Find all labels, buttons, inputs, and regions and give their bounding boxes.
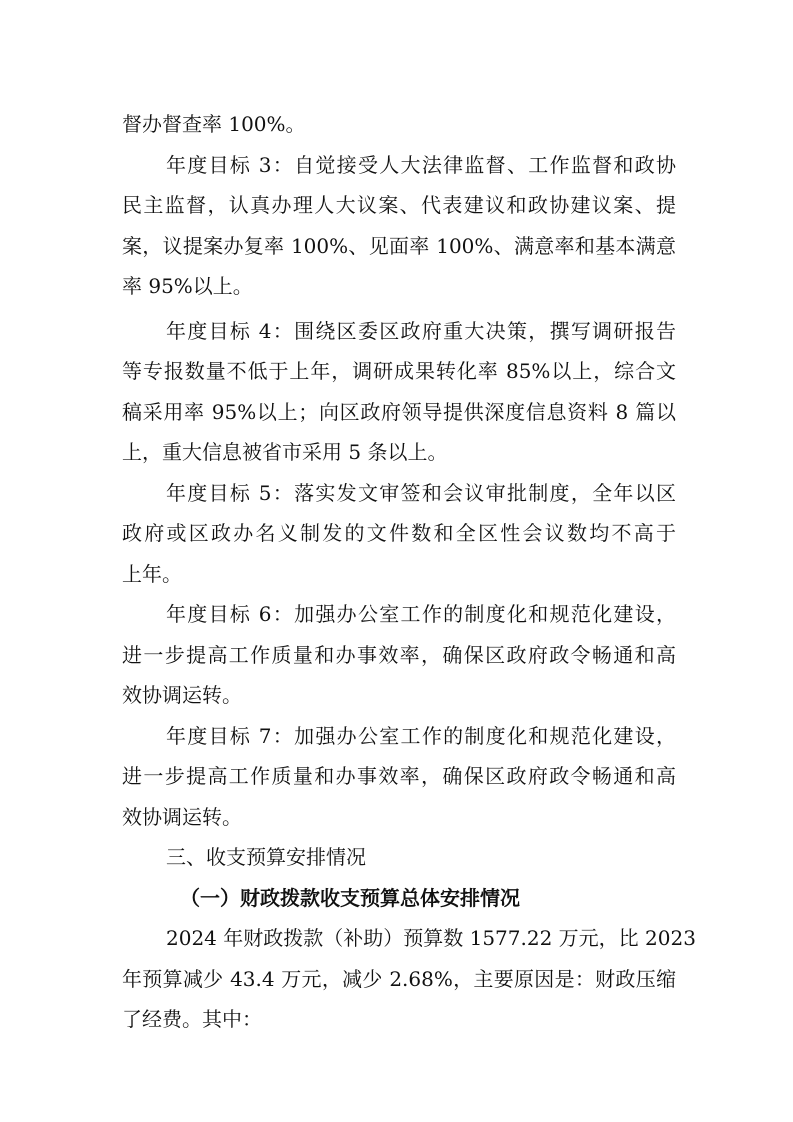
text-line: 了经费。其中： (122, 1007, 262, 1031)
text-line: 年度目标 7：加强办公室工作的制度化和规范化建设， (166, 723, 676, 748)
text-line: 稿采用率 95%以上；向区政府领导提供深度信息资料 8 篇以 (122, 399, 676, 424)
text-line: 上年。 (122, 561, 182, 586)
text-line: 年预算减少 43.4 万元，减少 2.68%，主要原因是：财政压缩 (122, 966, 676, 991)
text-line: 率 95%以上。 (122, 274, 253, 298)
section-heading: 三、收支预算安排情况 (166, 845, 366, 869)
text-line: 年度目标 6：加强办公室工作的制度化和规范化建设， (166, 602, 676, 626)
text-line: 效协调运转。 (122, 804, 242, 829)
document-body (122, 104, 696, 1040)
text-line: 2024 年财政拨款（补助）预算数 1577.22 万元，比 2023 (166, 926, 696, 950)
text-line: 案，议提案办复率 100%、见面率 100%、满意率和基本满意 (122, 233, 676, 258)
text-line: 督办督查率 100%。 (122, 112, 306, 136)
text-line: 年度目标 5：落实发文审签和会议审批制度，全年以区 (166, 480, 676, 505)
text-line: 效协调运转。 (122, 683, 242, 707)
text-line: 等专报数量不低于上年，调研成果转化率 85%以上，综合文 (122, 359, 676, 383)
text-line: 年度目标 3：自觉接受人大法律监督、工作监督和政协 (166, 152, 676, 177)
text-line: 进一步提高工作质量和办事效率，确保区政府政令畅通和高 (122, 764, 676, 788)
subsection-heading: （一）财政拨款收支预算总体安排情况 (180, 885, 520, 910)
text-line: 民主监督，认真办理人大议案、代表建议和政协建议案、提 (122, 193, 676, 217)
text-line: 上，重大信息被省市采用 5 条以上。 (122, 440, 448, 464)
text-line: 进一步提高工作质量和办事效率，确保区政府政令畅通和高 (122, 642, 676, 667)
text-line: 政府或区政办名义制发的文件数和全区性会议数均不高于 (122, 521, 676, 545)
text-line: 年度目标 4：围绕区委区政府重大决策，撰写调研报告 (166, 318, 676, 343)
